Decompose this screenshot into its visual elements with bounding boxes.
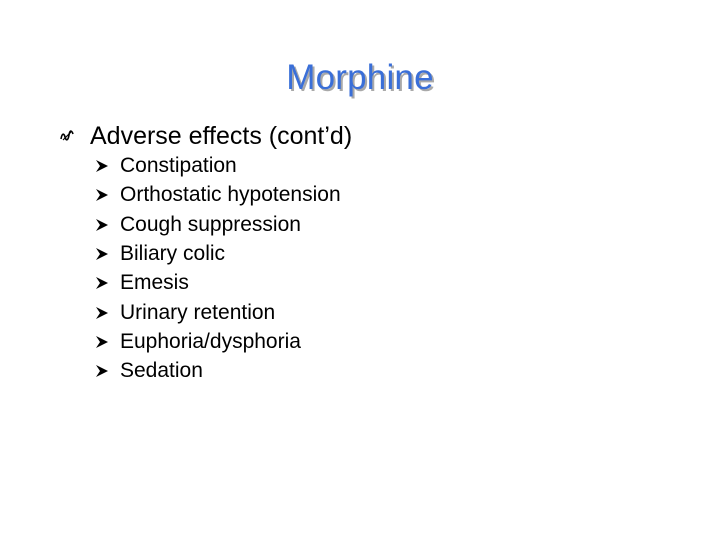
list-item <box>95 268 341 297</box>
list-item-text: Biliary colic <box>120 242 226 266</box>
list-item-text: Sedation <box>120 359 203 383</box>
list-item-text: Emesis <box>120 271 189 295</box>
bullet-text: Adverse effects (cont’d) <box>90 122 353 150</box>
arrow-bullet-icon <box>95 327 120 356</box>
list-item-text: Cough suppression <box>120 212 301 236</box>
arrow-bullet-icon <box>95 356 120 385</box>
arrow-bullet-icon <box>95 180 120 209</box>
list-item-text: Constipation <box>120 154 237 178</box>
squiggle-bullet-icon <box>60 118 90 154</box>
arrow-bullet-icon <box>95 268 120 297</box>
list-item <box>95 356 341 385</box>
arrow-bullet-icon <box>95 210 120 239</box>
sub-bullet-list <box>95 151 341 385</box>
arrow-bullet-icon <box>95 239 120 268</box>
list-item-text: Orthostatic hypotension <box>120 183 341 207</box>
list-item <box>95 239 341 268</box>
list-item <box>95 180 341 209</box>
list-item-text: Urinary retention <box>120 300 276 324</box>
list-item <box>95 297 341 326</box>
bullet-item <box>60 118 352 154</box>
list-item <box>95 327 341 356</box>
list-item-text: Euphoria/dysphoria <box>120 329 301 353</box>
slide-title: Morphine <box>286 58 434 97</box>
list-item <box>95 151 341 180</box>
list-item <box>95 210 341 239</box>
arrow-bullet-icon <box>95 298 120 327</box>
arrow-bullet-icon <box>95 151 120 180</box>
